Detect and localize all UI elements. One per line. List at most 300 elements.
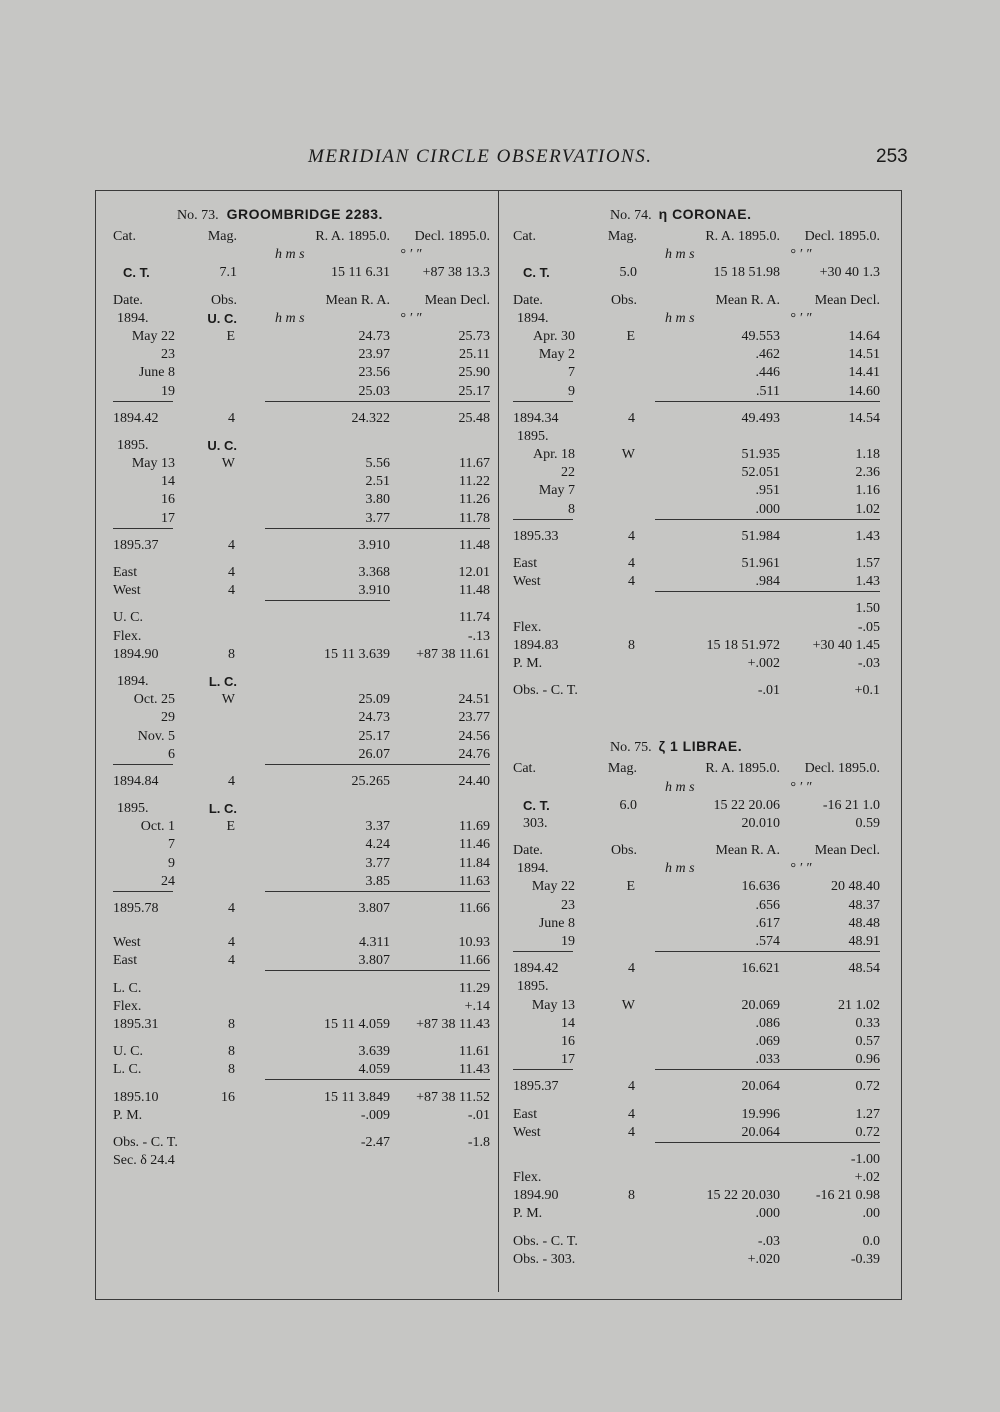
obs-heads-74-1: Obs. [610,292,637,308]
cat-74-units [505,246,892,264]
west-75-ra: 20.064 [655,1124,780,1143]
pm-74-label: P. M. [513,655,543,671]
obs-73-g2-row [105,491,490,509]
east-73-2-dec: 11.66 [370,952,490,971]
obs-73-g2-row-label: 14 [161,474,175,490]
east-75-label: East [513,1106,538,1122]
east-74-ra: 51.961 [741,556,780,571]
star-75-title-number: No. 75. [610,740,652,756]
mean-73-4-label: 1895.78 [113,901,159,916]
obs-ct-73 [105,1134,490,1152]
obs-74-g2-row-label: May 7 [538,483,575,499]
cat-74-cat-label: C. T. [523,265,550,281]
star-75-title-name: ζ 1 LIBRAE. [658,738,743,755]
star-74-title-name: η CORONAE. [658,206,752,222]
final-73 [105,1089,490,1107]
obs-heads-74-dec-unit: ° ′ ″ [790,310,812,326]
east-73-1-ra: 3.368 [358,565,390,580]
east-75-ra: 19.996 [741,1106,780,1122]
mean-73-3-dec: 24.40 [458,773,490,789]
mean-74-2-label: 1895.33 [513,528,559,544]
obs-73-g2-row-dec: 11.67 [459,456,490,472]
obs-74-g2-row-ra: .000 [655,501,780,520]
mean-73-4-dec: 11.66 [459,901,490,916]
cat-75-cat-label: C. T. [523,797,550,813]
obs-74-g1-row-obs: E [626,328,635,344]
obs-heads-74 [505,292,892,310]
obs-heads-73a-culm: U. C. [207,310,237,326]
mean-73-1-obs: 4 [228,410,235,426]
west-73-2-obs: 4 [228,935,235,951]
cat-73-cat-label: C. T. [123,265,150,281]
obs-74-g2-row-ra: 52.051 [741,465,780,481]
obs-73-g4-row [105,836,490,854]
cat-75-ra-unit: h m s [665,779,695,795]
final-73-label: 1895.10 [113,1089,159,1105]
cat-73-dec-unit: ° ′ ″ [400,247,422,263]
cat-74-dec: +30 40 1.3 [819,265,880,281]
pm-74 [505,655,892,673]
result-73-1-obs: 8 [228,646,235,662]
result-75-dec: -16 21 0.98 [815,1188,880,1204]
obs-ct-75-label: Obs. - C. T. [513,1233,578,1249]
mean-73-1-dec: 25.48 [458,410,490,426]
obs-73-g2-row-ra: 3.77 [265,510,390,529]
lc-sum-73-label: L. C. [113,980,142,996]
cat-74-row-0 [505,264,892,282]
flex-73-1 [105,628,490,646]
obs-75-g3-row-obs: E [626,879,635,895]
column-divider [498,190,499,1292]
obs-74-g2-row-label: 22 [561,465,575,481]
obs-73-g1-row-obs: E [226,328,235,344]
star-73-title-name: GROOMBRIDGE 2283. [226,206,383,222]
result-73-2-dec: +87 38 11.43 [416,1016,490,1032]
sum-74-dec: 1.50 [855,601,880,617]
year-73-2-culm: U. C. [207,437,237,453]
star-75-title [505,732,892,760]
obs-73-g4-row-rule [113,873,173,892]
uc-compare-73-label: U. C. [113,1044,143,1060]
obs-74-g2-row [505,482,892,500]
cat-73-head-0: Cat. [113,229,136,244]
obs-73-g3-row-dec: 24.51 [458,692,490,708]
mean-73-1-ra: 24.322 [351,410,390,426]
obs-74-g1-row-dec: 14.64 [848,328,880,344]
mean-73-4-ra: 3.807 [358,901,390,916]
mean-74-1-obs: 4 [628,410,635,426]
east-74-dec: 1.57 [855,556,880,571]
obs-73-g2-row-ra: 5.56 [365,456,390,472]
final-73-dec: +87 38 11.52 [416,1089,490,1105]
result-73-1-label: 1894.90 [113,646,159,662]
flex-75-dec: +.02 [854,1170,880,1186]
obs-73-g1-row-label: June 8 [138,365,175,381]
result-73-2-obs: 8 [228,1016,235,1032]
obs-75-g3-row-label: May 22 [531,879,575,895]
cat-75-dec-unit: ° ′ ″ [790,779,812,795]
right-column [505,200,892,1269]
pm-75-label: P. M. [513,1206,543,1222]
obs-74-g1-row-ra: .511 [655,383,780,402]
year-73-4-culm: L. C. [208,801,237,817]
obs-73-g1-row-dec: 25.90 [458,365,490,381]
mean-75-4 [505,1078,892,1096]
obs-75-g3-row-dec: 48.48 [848,915,880,931]
result-74-label: 1894.83 [513,637,559,653]
obs-heads-75 [505,842,892,860]
mean-75-4-dec: 0.72 [855,1079,880,1095]
sum-74 [505,600,892,618]
obs-74-g2-row-dec: 1.18 [855,447,880,463]
pm-73-ra: -.009 [360,1107,390,1123]
obs-75-g4-row-ra: .033 [655,1051,780,1070]
cat-75-head-2: R. A. 1895.0. [705,761,780,777]
obs-74-g2-row-obs: W [621,447,635,463]
obs-73-g4-row-label: 7 [168,837,175,853]
obs-ct-75 [505,1233,892,1251]
cat-75-dec: -16 21 1.0 [822,797,880,813]
mean-73-2-obs: 4 [228,537,235,553]
obs-73-g1-row-label: May 22 [131,328,175,344]
flex-73-2-dec: +.14 [464,998,490,1014]
obs-75-g4-row-rule [513,1051,573,1070]
obs-heads-73a-ra-unit: h m s [275,310,305,326]
obs-heads-73a-0: Date. [113,292,143,308]
flex-74-label: Flex. [513,619,542,635]
obs-303-75 [505,1251,892,1269]
obs-73-g1-row-ra: 23.97 [358,347,390,363]
obs-heads-74-year [505,310,892,328]
cat-75-cat-label: 303. [523,815,548,831]
result-74-ra: 15 18 51.972 [706,637,780,653]
cat-73-head-1: Mag. [207,229,237,244]
final-73-ra: 15 11 3.849 [324,1089,390,1105]
year-73-3-label: 1894. [117,673,149,689]
obs-73-g2-row-dec: 11.26 [459,492,490,508]
obs-75-g3-row-label: June 8 [538,915,575,931]
west-73-1-dec: 11.48 [459,583,490,599]
obs-74-g2-row-dec: 1.02 [760,501,880,520]
obs-73-g4-row [105,818,490,836]
obs-73-g1-row-ra: 24.73 [358,328,390,344]
cat-74-head-2: R. A. 1895.0. [705,229,780,244]
obs-73-g3-row [105,691,490,709]
west-74 [505,573,892,591]
west-73-1-label: West [113,583,141,599]
obs-74-g1-row-label: Apr. 30 [533,328,575,344]
obs-73-g4-row-dec: 11.46 [459,837,490,853]
cat-74-mag: 5.0 [619,265,637,281]
mean-75-3-dec: 48.54 [848,961,880,977]
obs-73-g1-row-dec: 25.11 [459,347,490,363]
obs-74-g1-row-dec: 14.51 [848,347,880,363]
east-73-1-obs: 4 [228,565,235,580]
obs-73-g2-row-dec: 11.22 [459,474,490,490]
obs-73-g3-row-label: 29 [161,710,175,726]
obs-75-g3-row-label: 23 [561,897,575,913]
pm-73 [105,1107,490,1125]
uc-compare-73-obs: 8 [228,1044,235,1060]
uc-sum-73-dec: 11.74 [459,610,490,626]
east-75 [505,1106,892,1124]
obs-74-g1-row-ra: 49.553 [741,328,780,344]
obs-heads-75-ra-unit: h m s [665,861,695,877]
obs-73-g4-row-obs: E [226,819,235,835]
mean-73-3-label: 1894.84 [113,773,159,789]
cat-74-heads [505,228,892,246]
obs-74-g1-row [505,346,892,364]
result-73-2 [105,1016,490,1034]
flex-73-2-label: Flex. [113,998,142,1014]
obs-75-g3-row-label: 19 [561,934,575,949]
mean-73-2-label: 1895.37 [113,537,159,553]
mean-74-2 [505,528,892,546]
east-73-2 [105,952,490,970]
obs-73-g1-row [105,328,490,346]
east-73-2-ra: 3.807 [265,952,390,971]
obs-73-g2-row-dec: 11.78 [370,510,490,529]
obs-75-g4-row-label: 17 [561,1052,575,1068]
east-74-label: East [513,556,538,571]
west-74-dec: 1.43 [760,573,880,592]
uc-sum-73 [105,609,490,627]
obs-heads-73a-2: Mean R. A. [325,292,390,308]
cat-73-units [105,246,490,264]
flex-75-label: Flex. [513,1170,542,1186]
result-73-2-label: 1895.31 [113,1016,159,1032]
cat-75-head-0: Cat. [513,761,536,777]
obs-74-g2-row [505,501,892,519]
obs-74-g1-row-label: May 2 [538,347,575,363]
pm-74-dec: -.03 [857,655,880,671]
obs-73-g1-row-ra: 25.03 [265,383,390,402]
obs-73-g1-row-label: 19 [161,383,175,399]
obs-74-g2-row-label: Apr. 18 [533,447,575,463]
west-73-2-label: West [113,935,141,951]
mean-74-2-dec: 1.43 [855,528,880,544]
obs-73-g2-row-rule [113,510,173,529]
west-73-2 [105,934,490,952]
obs-heads-74-year-label: 1894. [517,310,549,326]
obs-75-g4-row-ra: .069 [755,1033,780,1049]
year-74-2 [505,428,892,446]
obs-heads-75-0: Date. [513,843,543,859]
obs-73-g3-row-dec: 23.77 [458,710,490,726]
obs-75-g3-row-ra: .617 [755,915,780,931]
west-75-label: West [513,1124,541,1140]
obs-303-75-dec: -0.39 [850,1251,880,1267]
obs-74-g2-row-dec: 1.16 [855,483,880,499]
obs-75-g4-row [505,1051,892,1069]
cat-73-ra: 15 11 6.31 [331,265,390,281]
obs-heads-75-2: Mean R. A. [715,843,780,859]
cat-73-head-2: R. A. 1895.0. [315,229,390,244]
year-73-4 [105,800,490,818]
obs-73-g3-row-dec: 24.56 [458,728,490,744]
sec-delta-label: Sec. δ 24.4 [113,1153,175,1169]
obs-73-g3-row-obs: W [221,692,235,708]
cat-73-dec: +87 38 13.3 [422,265,490,281]
obs-73-g3-row-label: Nov. 5 [137,728,175,744]
year-73-3 [105,673,490,691]
cat-74-head-1: Mag. [607,229,637,244]
east-75-dec: 1.27 [855,1106,880,1122]
year-73-2-label: 1895. [117,437,149,453]
obs-73-g1-row [105,364,490,382]
obs-73-g1-row-label: 23 [161,347,175,363]
star-74-title-number: No. 74. [610,208,652,223]
obs-73-g2-row [105,455,490,473]
west-74-ra: .984 [655,573,780,592]
east-73-1 [105,564,490,582]
obs-heads-73a-year [105,310,490,328]
sec-delta-73 [105,1152,490,1170]
obs-75-g4-row [505,1015,892,1033]
obs-73-g1-row-rule [113,383,173,402]
west-74-obs: 4 [628,574,635,590]
pm-73-label: P. M. [113,1107,143,1123]
result-75-label: 1894.90 [513,1188,559,1204]
year-73-2 [105,437,490,455]
obs-73-g3-row [105,746,490,764]
mean-74-1-dec: 14.54 [848,410,880,426]
obs-75-g4-row [505,997,892,1015]
west-74-label: West [513,574,541,590]
obs-73-g2-row-label: 17 [161,510,175,526]
obs-75-g4-row-ra: 20.069 [741,997,780,1013]
pm-74-ra: +.002 [747,655,780,671]
obs-73-g3-row-rule [113,746,173,765]
cat-74-ra-unit: h m s [665,247,695,263]
mean-75-3-label: 1894.42 [513,961,559,977]
lc-compare-73 [105,1061,490,1079]
result-75-obs: 8 [628,1188,635,1204]
obs-heads-74-ra-unit: h m s [665,310,695,326]
cat-75-heads [505,760,892,778]
cat-75-row-0 [505,797,892,815]
obs-75-g4-row-dec: 21 1.02 [838,997,880,1013]
result-73-1 [105,646,490,664]
obs-heads-73a-year-label: 1894. [117,310,149,326]
obs-74-g2-row [505,464,892,482]
cat-75-ra: 15 22 20.06 [713,797,780,813]
pm-75-dec: .00 [862,1206,880,1222]
left-column [105,200,490,1170]
east-74 [505,555,892,573]
mean-75-4-label: 1895.37 [513,1079,559,1095]
obs-75-g3-row-dec: 48.91 [760,933,880,952]
obs-heads-75-3: Mean Decl. [814,843,880,859]
mean-73-3-ra: 25.265 [351,773,390,789]
obs-73-g3-row-ra: 24.73 [358,710,390,726]
obs-73-g1-row [105,346,490,364]
mean-75-4-obs: 4 [628,1079,635,1095]
obs-heads-74-0: Date. [513,292,543,308]
obs-75-g3-row-ra: .656 [755,897,780,913]
obs-73-g3-row-ra: 25.09 [358,692,390,708]
year-75-4-label: 1895. [517,979,549,995]
obs-74-g1-row-dec: 14.60 [760,383,880,402]
obs-73-g4-row-label: 9 [168,855,175,871]
mean-73-2-ra: 3.910 [358,537,390,553]
cat-73-row-0 [105,264,490,282]
obs-73-g4-row-ra: 3.77 [365,855,390,871]
obs-heads-73a-1: Obs. [210,292,237,308]
cat-75-row-1 [505,815,892,833]
year-73-4-label: 1895. [117,801,149,817]
obs-73-g3-row-ra: 25.17 [358,728,390,744]
obs-75-g4-row-label: 14 [561,1015,575,1031]
mean-75-3-obs: 4 [628,961,635,977]
obs-74-g2-row-rule [513,501,573,520]
obs-74-g2-row-ra: .951 [755,483,780,499]
year-73-3-culm: L. C. [208,673,237,689]
west-75-dec: 0.72 [760,1124,880,1143]
obs-74-g1-row-ra: .462 [755,347,780,363]
sum-75-dec: -1.00 [850,1151,880,1167]
lc-compare-73-dec: 11.43 [370,1061,490,1080]
obs-73-g2-row-ra: 2.51 [365,474,390,490]
obs-75-g4-row-ra: .086 [755,1015,780,1031]
mean-75-3 [505,960,892,978]
mean-73-4-obs: 4 [228,901,235,916]
obs-heads-75-year [505,860,892,878]
obs-73-g2-row-label: May 13 [131,456,175,472]
year-74-2-label: 1895. [517,428,549,444]
west-73-1-obs: 4 [228,583,235,599]
cat-75-units [505,779,892,797]
obs-75-g3-row [505,933,892,951]
obs-ct-73-ra: -2.47 [360,1134,390,1150]
obs-75-g3-row [505,915,892,933]
running-title: MERIDIAN CIRCLE OBSERVATIONS. [308,146,653,167]
mean-73-3-obs: 4 [228,773,235,789]
cat-73-head-3: Decl. 1895.0. [414,229,490,244]
lc-compare-73-label: L. C. [113,1062,142,1078]
east-73-2-obs: 4 [228,953,235,969]
obs-73-g3-row [105,728,490,746]
uc-compare-73-ra: 3.639 [358,1044,390,1060]
cat-75-mag: 6.0 [619,797,637,813]
year-75-4 [505,978,892,996]
result-73-2-ra: 15 11 4.059 [324,1016,390,1032]
result-73-1-dec: +87 38 11.61 [416,646,490,662]
cat-73-mag: 7.1 [219,265,237,281]
mean-74-1-ra: 49.493 [741,410,780,426]
obs-74-g1-row-ra: .446 [755,365,780,381]
obs-73-g4-row-label: Oct. 1 [140,819,175,835]
obs-74-g1-row [505,383,892,401]
east-73-1-dec: 12.01 [458,565,490,580]
west-75 [505,1124,892,1142]
obs-73-g4-row-ra: 4.24 [365,837,390,853]
west-73-2-dec: 10.93 [458,935,490,951]
obs-75-g3-row-dec: 20 48.40 [831,879,880,895]
west-73-2-ra: 4.311 [359,935,390,951]
final-73-obs: 16 [221,1089,235,1105]
obs-73-g2-row-label: 16 [161,492,175,508]
obs-73-g4-row [105,873,490,891]
obs-73-g3-row-label: Oct. 25 [133,692,175,708]
cat-75-head-1: Mag. [607,761,637,777]
cat-74-ra: 15 18 51.98 [713,265,780,281]
lc-sum-73 [105,980,490,998]
obs-73-g3-row [105,709,490,727]
east-73-2-label: East [113,953,138,969]
obs-ct-73-label: Obs. - C. T. [113,1134,178,1150]
mean-73-2 [105,537,490,555]
